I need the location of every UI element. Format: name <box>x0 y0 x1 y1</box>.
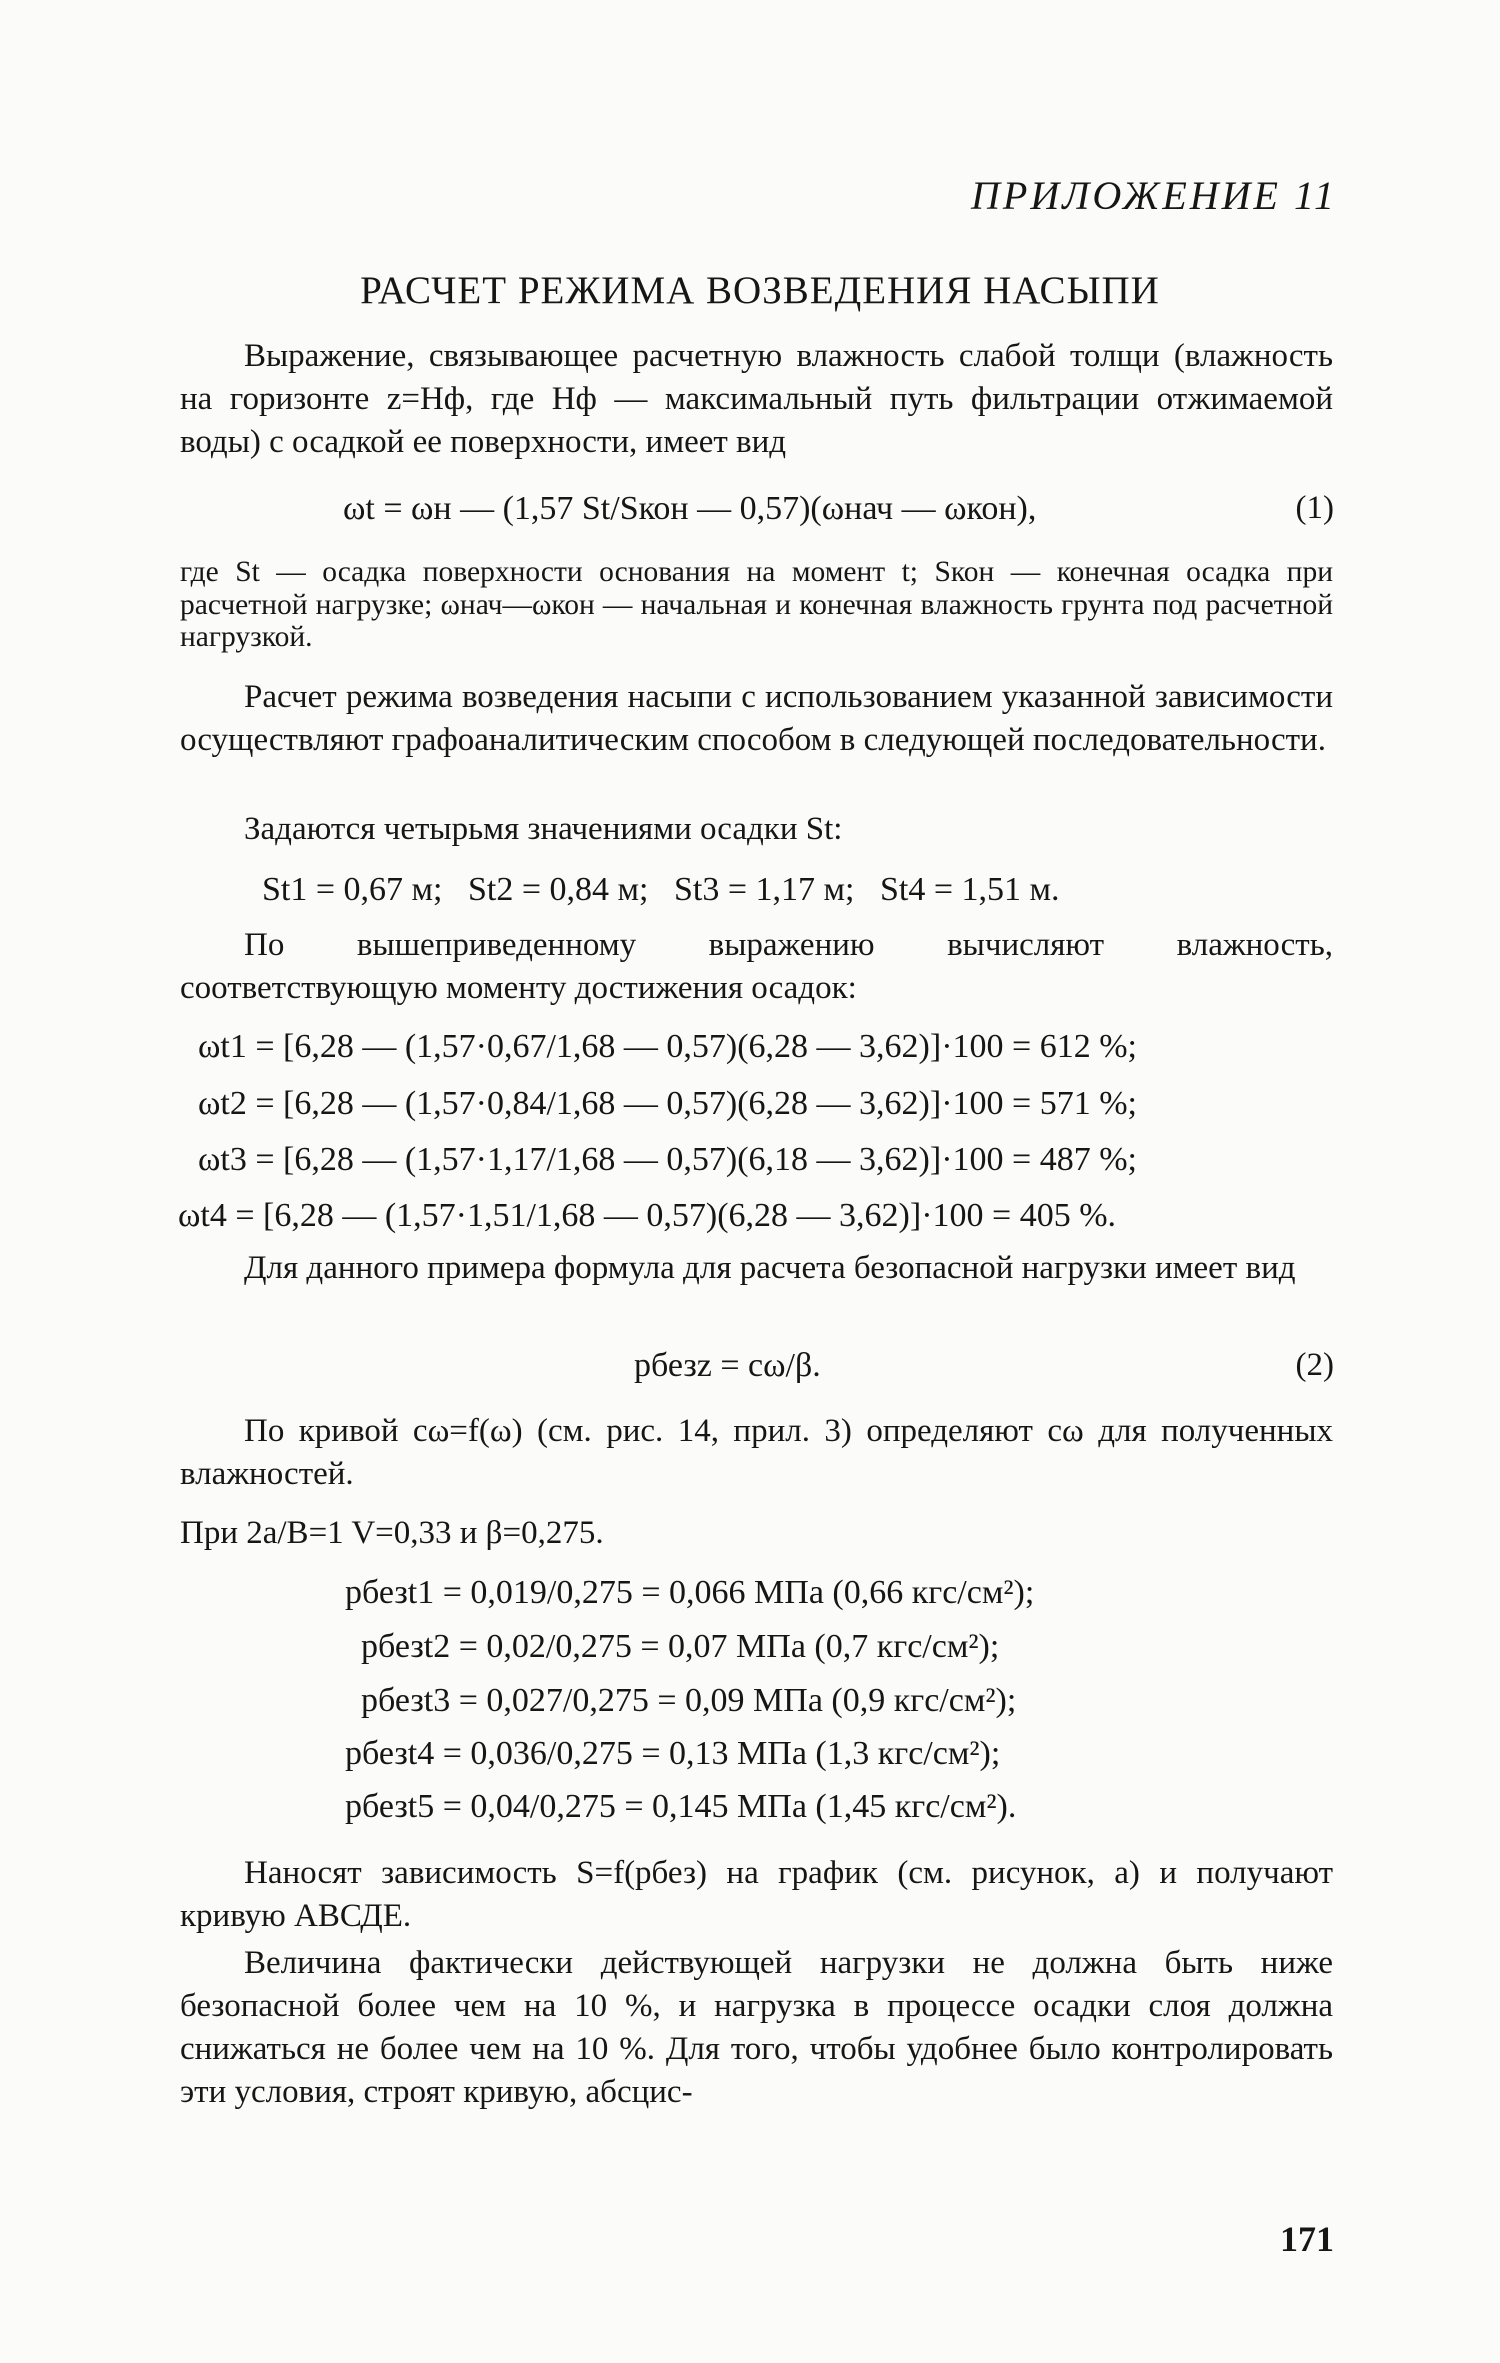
moisture-line-2: ωt2 = [6,28 — (1,57·0,84/1,68 — 0,57)(6,28 — 3,62)]·100 = 571 %; <box>198 1085 1137 1122</box>
definitions-paragraph: где St — осадка поверхности основания на момент t; Sкон — конечная осадка при расчетной нагрузке; ωнач—ωкон — начальная и конечная влажность грунта под расчетной нагрузкой. <box>180 556 1333 653</box>
formula-2: pбезz = cω/β. <box>634 1347 821 1384</box>
appendix-label: ПРИЛОЖЕНИЕ 11 <box>971 173 1337 218</box>
load-line-2: pбезt2 = 0,02/0,275 = 0,07 МПа (0,7 кгс/см²); <box>361 1628 1000 1665</box>
moisture-line-4: ωt4 = [6,28 — (1,57·1,51/1,68 — 0,57)(6,28 — 3,62)]·100 = 405 %. <box>178 1197 1117 1234</box>
load-line-1: pбезt1 = 0,019/0,275 = 0,066 МПа (0,66 кгс/см²); <box>345 1574 1035 1611</box>
formula-1: ωt = ωн — (1,57 St/Sкон — 0,57)(ωнач — ωкон), <box>343 490 1037 527</box>
page-title: РАСЧЕТ РЕЖИМА ВОЗВЕДЕНИЯ НАСЫПИ <box>360 269 1160 312</box>
method-paragraph: Расчет режима возведения насыпи с использованием указанной зависимости осуществляют графоаналитическим способом в следующей последовательности. <box>180 679 1333 758</box>
moisture-line-1: ωt1 = [6,28 — (1,57·0,67/1,68 — 0,57)(6,28 — 3,62)]·100 = 612 %; <box>198 1028 1137 1065</box>
formula-1-number: (1) <box>1295 490 1334 526</box>
moisture-intro: По вышеприведенному выражению вычисляют влажность, соответствующую моменту достижения осадок: <box>180 927 1333 1006</box>
settlement-values: St1 = 0,67 м; St2 = 0,84 м; St3 = 1,17 м; St4 = 1,51 м. <box>262 871 1060 908</box>
load-line-5: pбезt5 = 0,04/0,275 = 0,145 МПа (1,45 кгс/см²). <box>345 1788 1017 1825</box>
load-line-4: pбезt4 = 0,036/0,275 = 0,13 МПа (1,3 кгс/см²); <box>345 1735 1001 1772</box>
safe-load-intro: Для данного примера формула для расчета безопасной нагрузки имеет вид <box>244 1250 1296 1286</box>
page-number: 171 <box>1280 2219 1334 2259</box>
plot-paragraph: Наносят зависимость S=f(pбез) на график (см. рисунок, а) и получают кривую АВСДЕ. <box>180 1855 1333 1934</box>
settlement-intro: Задаются четырьмя значениями осадки St: <box>244 811 843 847</box>
curve-paragraph: По кривой cω=f(ω) (см. рис. 14, прил. 3) определяют cω для полученных влажностей. <box>180 1413 1333 1492</box>
intro-paragraph: Выражение, связывающее расчетную влажность слабой толщи (влажность на горизонте z=Hф, где Hф — максимальный путь фильтрации отжимаемой воды) с осадкой ее поверхности, имеет вид <box>180 338 1333 460</box>
formula-2-number: (2) <box>1295 1347 1334 1383</box>
moisture-line-3: ωt3 = [6,28 — (1,57·1,17/1,68 — 0,57)(6,18 — 3,62)]·100 = 487 %; <box>198 1141 1137 1178</box>
parameters-line: При 2a/B=1 V=0,33 и β=0,275. <box>180 1515 604 1551</box>
final-paragraph: Величина фактически действующей нагрузки не должна быть ниже безопасной более чем на 10 %, и нагрузка в процессе осадки слоя должна снижаться не более чем на 10 %. Для того, чтобы удобнее было контролировать эти условия, строят кривую, абсцис- <box>180 1945 1333 2110</box>
load-line-3: pбезt3 = 0,027/0,275 = 0,09 МПа (0,9 кгс/см²); <box>361 1682 1017 1719</box>
